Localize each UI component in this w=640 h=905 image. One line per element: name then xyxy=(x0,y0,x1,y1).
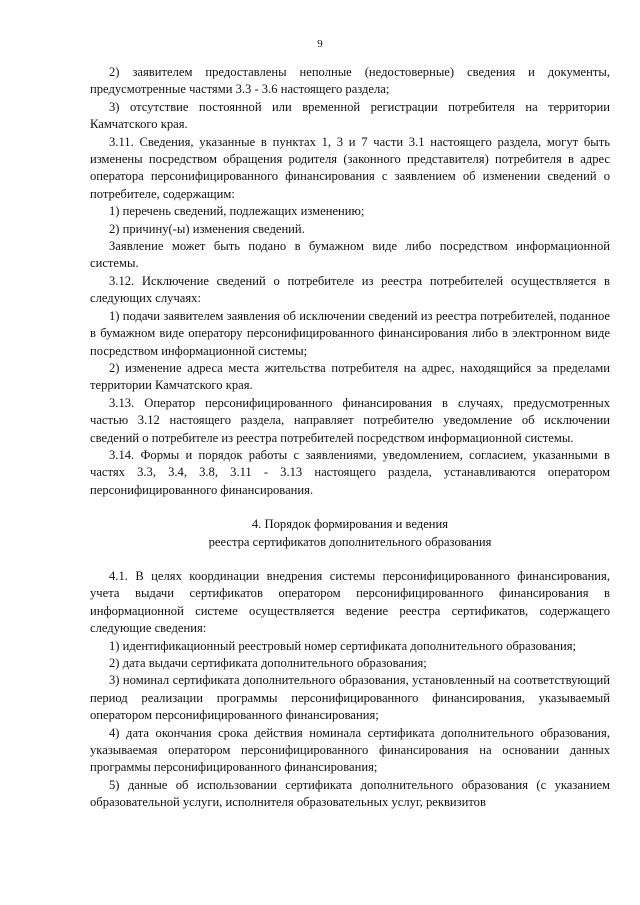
paragraph: 5) данные об использовании сертификата дополнительного образования (с указанием образовательной услуги, исполнителя образовательных услуг, реквизитов xyxy=(90,777,610,810)
paragraph: 3.11. Сведения, указанные в пунктах 1, 3 и 7 части 3.1 настоящего раздела, могут быть изменены посредством обращения родителя (законного представителя) потребителя в адрес оператора персонифицированного финансирования с заявлением об изменении сведений о потребителе, содержащим: xyxy=(90,134,610,201)
spacer xyxy=(90,499,610,516)
paragraph: 1) подачи заявителем заявления об исключении сведений из реестра потребителей, поданное в бумажном виде оператору персонифицированного финансирования либо в электронном виде посредством информационной системы; xyxy=(90,308,610,358)
paragraph: 2) дата выдачи сертификата дополнительного образования; xyxy=(109,656,427,670)
document-body xyxy=(90,64,610,812)
paragraph: 2) причину(-ы) изменения сведений. xyxy=(109,221,305,236)
paragraph: 3) номинал сертификата дополнительного образования, установленный на соответствующий период реализации программы персонифицированного финансирования, указываемый оператором персонифицированного финансирования; xyxy=(90,673,610,723)
spacer xyxy=(90,551,610,568)
paragraph: 1) перечень сведений, подлежащих изменению; xyxy=(109,204,365,219)
paragraph: 3) отсутствие постоянной или временной регистрации потребителя на территории Камчатского края. xyxy=(90,99,610,132)
section-heading-line-2: реестра сертификатов дополнительного образования xyxy=(208,534,492,549)
paragraph: 3.13. Оператор персонифицированного финансирования в случаях, предусмотренных частью 3.12 настоящего раздела, направляет потребителю уведомление об исключении сведений о потребителе из реестра потребителей посредством информационной системы. xyxy=(90,395,610,445)
paragraph: 1) идентификационный реестровый номер сертификата дополнительного образования; xyxy=(109,638,577,653)
paragraph: 2) заявителем предоставлены неполные (недостоверные) сведения и документы, предусмотренные частями 3.3 - 3.6 настоящего раздела; xyxy=(90,65,610,97)
paragraph: 3.14. Формы и порядок работы с заявлениями, уведомлением, согласием, указанными в частях 3.3, 3.4, 3.8, 3.11 - 3.13 настоящего раздела, устанавливаются оператором персонифицированного финансирования. xyxy=(90,447,610,497)
paragraph: Заявление может быть подано в бумажном виде либо посредством информационной системы. xyxy=(90,239,610,271)
section-heading-line-1: 4. Порядок формирования и ведения xyxy=(251,517,449,532)
paragraph: 2) изменение адреса места жительства потребителя на адрес, находящийся за пределами территории Камчатского края. xyxy=(90,360,610,393)
paragraph: 4) дата окончания срока действия номинала сертификата дополнительного образования, указываемая оператором персонифицированного финансирования на основании данных программы персонифицированного финансирования; xyxy=(90,725,610,775)
paragraph: 4.1. В целях координации внедрения системы персонифицированного финансирования, учета выдачи сертификатов оператором персонифицированного финансирования в информационной системе осуществляется ведение реестра сертификатов, содержащего следующие сведения: xyxy=(90,568,610,636)
page-number: 9 xyxy=(317,38,323,50)
paragraph: 3.12. Исключение сведений о потребителе из реестра потребителей осуществляется в следующих случаях: xyxy=(90,273,610,306)
